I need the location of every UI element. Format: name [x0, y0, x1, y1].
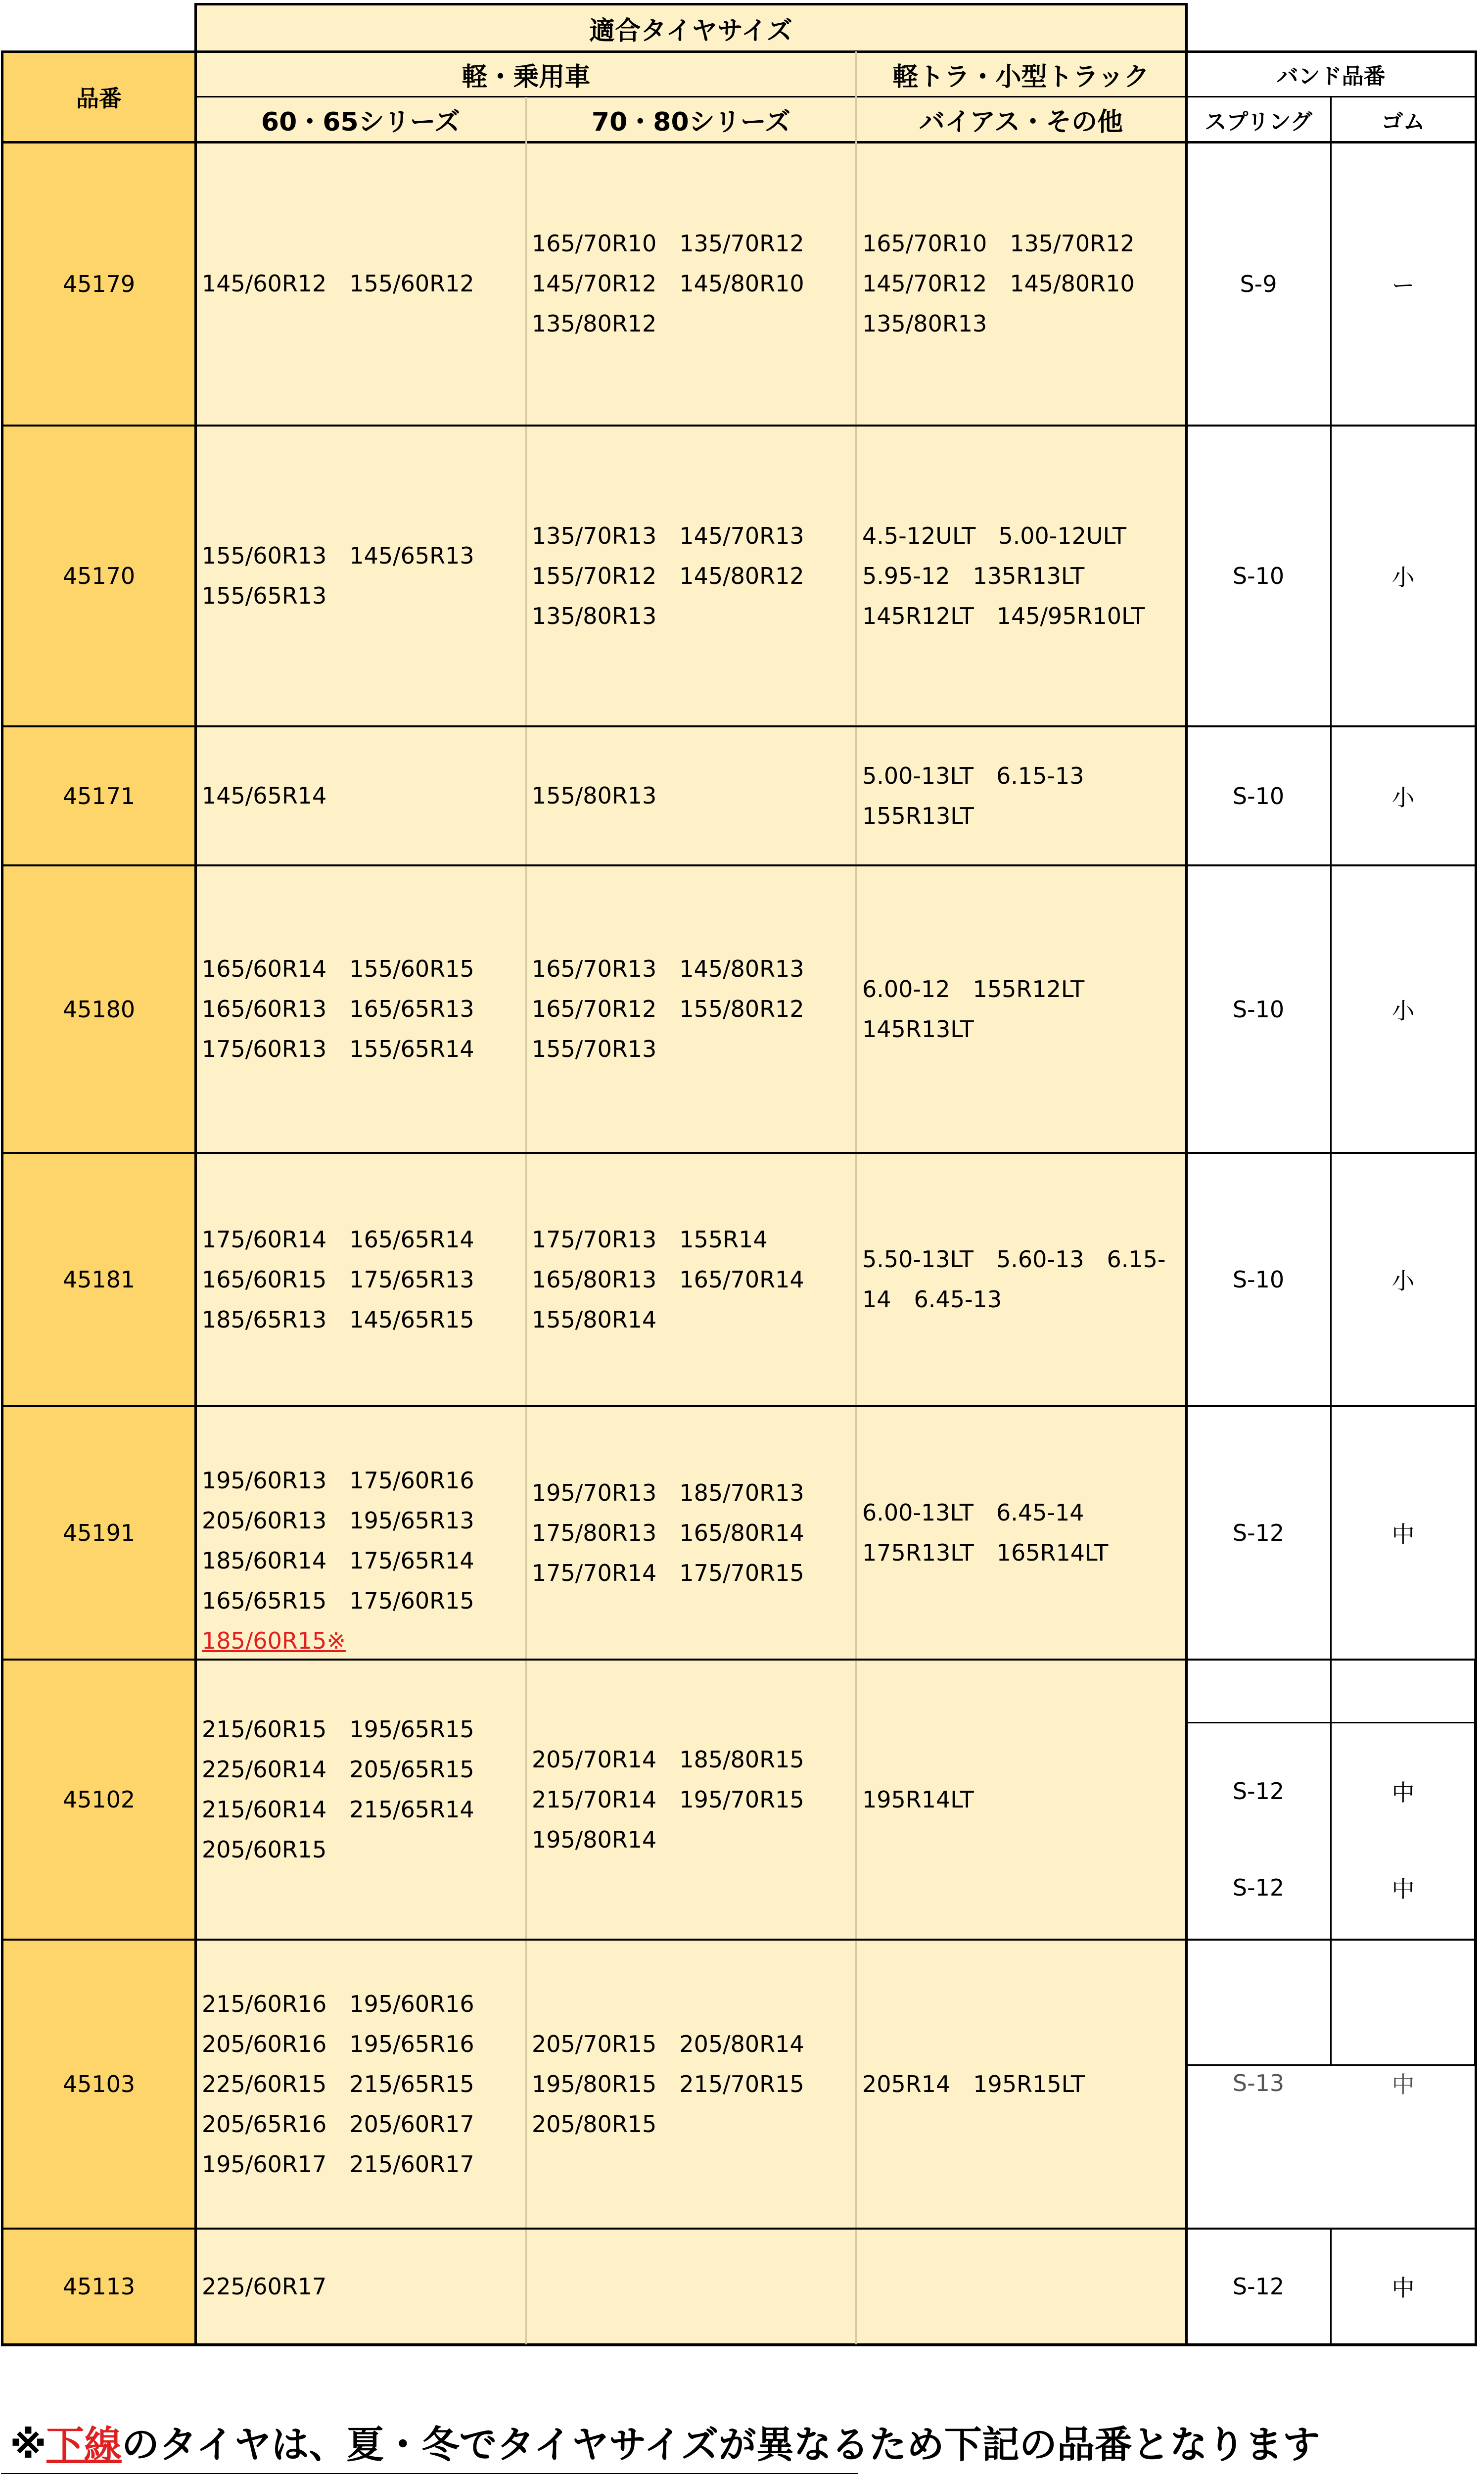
- part-number: 45170: [62, 563, 136, 589]
- grid-line: [1185, 3, 1188, 52]
- tire-size-70-80: 155/80R13: [532, 782, 657, 809]
- note-prefix: ※: [10, 2423, 46, 2467]
- grid-line: [1330, 1660, 1332, 2065]
- tire-size-bias: 5.50-13LT 5.60-13 6.15- 14 6.45-13: [862, 1246, 1166, 1313]
- part-number: 45191: [62, 1520, 136, 1546]
- tire-size-60-65: 215/60R15 195/65R15 225/60R14 205/65R15 215/60R14 215/65R14 205/60R15: [202, 1716, 474, 1863]
- rubber-band: 中: [1391, 1779, 1415, 1806]
- tire-size-60-65: 225/60R17: [202, 2273, 327, 2300]
- grid-line: [1, 2228, 1477, 2230]
- grid-line: [1, 1152, 1477, 1154]
- part-number: 45181: [62, 1266, 136, 1293]
- grid-line: [1, 425, 1477, 427]
- header-band-no: バンド品番: [1276, 64, 1386, 89]
- header-series-60-65: 60・65シリーズ: [261, 107, 461, 137]
- rubber-band: 中: [1391, 2071, 1415, 2098]
- tire-size-70-80: 165/70R13 145/80R13 165/70R12 155/80R12 155/70R13: [532, 955, 804, 1062]
- tire-size-70-80: 135/70R13 145/70R13 155/70R12 145/80R12 135/80R13: [532, 522, 804, 629]
- tire-size-70-80: 195/70R13 185/70R13 175/80R13 165/80R14 175/70R14 175/70R15: [532, 1479, 804, 1586]
- grid-line: [195, 96, 1477, 97]
- tire-size-bias: 5.00-13LT 6.15-13 155R13LT: [862, 762, 1084, 829]
- rubber-band: 小: [1391, 564, 1415, 591]
- tire-size-bias: 4.5-12ULT 5.00-12ULT 5.95-12 135R13LT 145R12LT 145/95R10LT: [862, 522, 1145, 629]
- tire-size-60-65: 155/60R13 145/65R13 155/65R13: [202, 542, 474, 609]
- grid-line: [194, 50, 197, 2346]
- tire-size-60-65: 145/65R14: [202, 782, 327, 809]
- grid-line: [194, 3, 1188, 5]
- tire-size-bias: 195R14LT: [862, 1786, 974, 1813]
- spring-band: S-12: [1232, 1520, 1285, 1546]
- grid-line: [1330, 2229, 1332, 2344]
- part-number: 45171: [62, 782, 136, 809]
- grid-line: [1, 725, 1477, 727]
- grid-line: [1, 864, 1477, 866]
- header-fit-size: 適合タイヤサイズ: [589, 16, 792, 46]
- grid-line: [1330, 97, 1332, 1660]
- rubber-band: 小: [1391, 1268, 1415, 1294]
- grid-line: [1, 50, 1477, 53]
- grid-line: [855, 51, 857, 2344]
- header-part-no: 品番: [76, 85, 122, 112]
- tire-size-70-80: [528, 2229, 854, 2344]
- grid-line: [1185, 50, 1188, 2346]
- tire-size-60-65: 145/60R12 155/60R12: [202, 270, 474, 297]
- grid-line: [1, 141, 1477, 143]
- part-number: 45103: [62, 2071, 136, 2097]
- tire-size-70-80: 205/70R14 185/80R15 215/70R14 195/70R15 195/80R14: [532, 1746, 804, 1853]
- grid-line: [1, 2343, 1477, 2346]
- tire-size-70-80: 175/70R13 155R14 165/80R13 165/70R14 155/80R14: [532, 1226, 804, 1333]
- grid-line: [1474, 1660, 1476, 2065]
- rubber-band: ー: [1391, 272, 1415, 299]
- tire-size-60-65: 175/60R14 165/65R14 165/60R15 175/65R13 185/65R13 145/65R15: [202, 1226, 474, 1333]
- part-number: 45179: [62, 270, 136, 297]
- tire-size-bias: 6.00-12 155R12LT 145R13LT: [862, 975, 1085, 1043]
- rubber-band: 中: [1391, 2275, 1415, 2301]
- rubber-band: 中: [1391, 1876, 1415, 1903]
- header-rubber: ゴム: [1381, 109, 1425, 135]
- spring-band: S-10: [1232, 782, 1285, 809]
- seasonal-size-note: 185/60R15※: [202, 1627, 346, 1654]
- grid-line: [1, 1659, 1477, 1661]
- tire-size-60-65: 165/60R14 155/60R15 165/60R13 165/65R13 175/60R13 155/65R14: [202, 955, 474, 1062]
- spring-band: S-12: [1232, 1874, 1285, 1901]
- grid-line: [1, 1405, 1477, 1407]
- header-bias: バイアス・その他: [919, 107, 1123, 137]
- header-spring: スプリング: [1205, 109, 1312, 135]
- header-kei-car: 軽・乗用車: [462, 62, 591, 92]
- grid-line: [1186, 2064, 1477, 2066]
- grid-line: [194, 3, 197, 52]
- header-series-70-80: 70・80シリーズ: [591, 107, 791, 137]
- tire-size-60-65: 215/60R16 195/60R16 205/60R16 195/65R16 225/60R15 215/65R15 205/65R16 205/60R17 195/60R17 215/60R17: [202, 1990, 474, 2178]
- note-text: のタイヤは、夏・冬でタイヤサイズが異なるため下記の品番となります: [121, 2423, 1320, 2467]
- tire-size-bias: [858, 2229, 1185, 2344]
- spring-band: S-12: [1232, 2273, 1285, 2300]
- note-underline-word: 下線: [46, 2423, 122, 2467]
- tire-size-bias: 6.00-13LT 6.45-14 175R13LT 165R14LT: [862, 1499, 1109, 1566]
- rubber-band: 中: [1391, 1521, 1415, 1548]
- part-number: 45180: [62, 996, 136, 1023]
- part-number: 45102: [62, 1786, 136, 1813]
- tire-size-70-80: 165/70R10 135/70R12 145/70R12 145/80R10 135/80R12: [532, 230, 804, 337]
- grid-line: [1, 50, 3, 2346]
- spring-band: S-10: [1232, 563, 1285, 589]
- tire-size-60-65: 195/60R13 175/60R16 205/60R13 195/65R13 185/60R14 175/65R14 165/65R15 175/60R15 185/60R15※: [198, 1406, 524, 1660]
- tire-size-70-80: 205/70R15 205/80R14 195/80R15 215/70R15 205/80R15: [532, 2030, 804, 2138]
- spring-band: S-10: [1232, 1266, 1285, 1293]
- spring-band: S-10: [1232, 996, 1285, 1023]
- tire-size-bias: 205R14 195R15LT: [862, 2070, 1085, 2097]
- rubber-band: 小: [1391, 784, 1415, 811]
- spring-band: S-9: [1240, 270, 1277, 297]
- grid-line: [525, 97, 527, 2344]
- tire-size-bias: 165/70R10 135/70R12 145/70R12 145/80R10 135/80R13: [862, 230, 1135, 337]
- rubber-band: 小: [1391, 997, 1415, 1024]
- part-number: 45113: [62, 2273, 136, 2300]
- seasonal-note: [10, 2415, 1444, 2467]
- grid-line: [1, 1939, 1477, 1941]
- spring-band: S-12: [1232, 1778, 1285, 1805]
- spring-band: S-13: [1232, 2070, 1285, 2096]
- header-truck: 軽トラ・小型トラック: [892, 62, 1150, 92]
